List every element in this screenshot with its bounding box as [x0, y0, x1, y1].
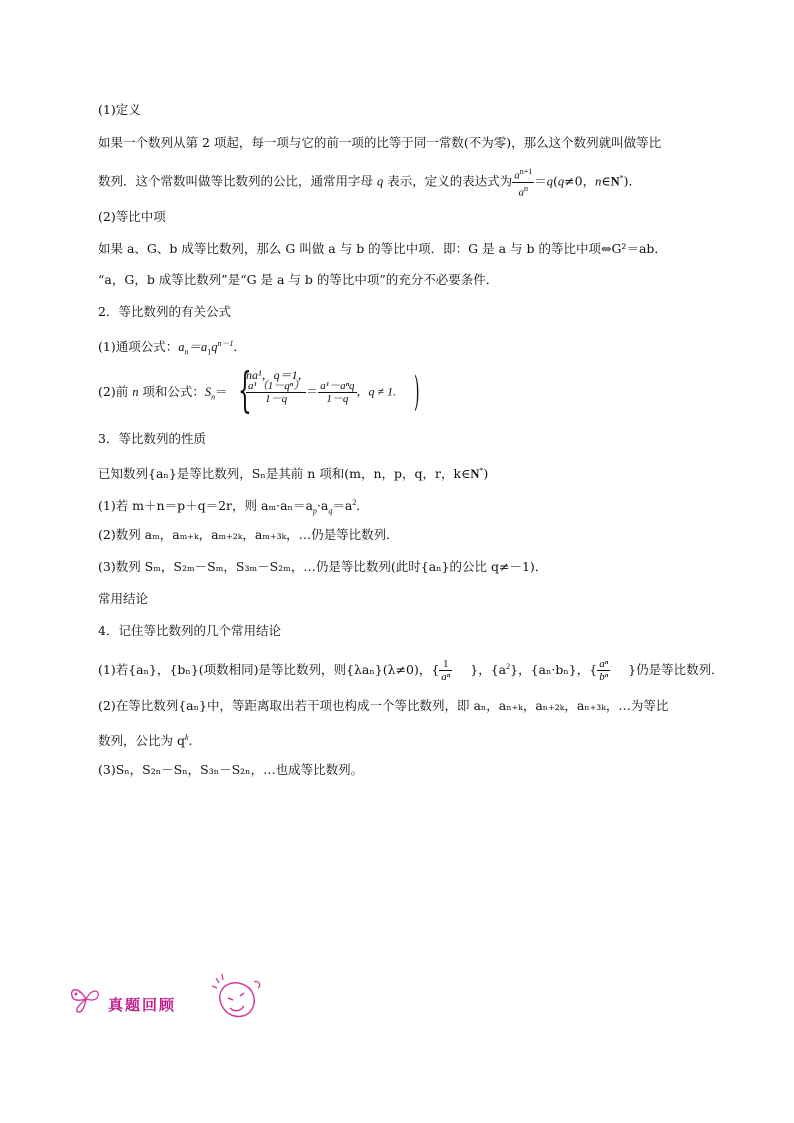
sum-formula-label [98, 383, 228, 407]
property-2: (2)数列 aₘ，aₘ₊ₖ，aₘ₊₂ₖ，aₘ₊₃ₖ，…仍是等比数列． [98, 527, 399, 542]
left-brace: { [589, 662, 598, 678]
right-brace: ) [414, 369, 420, 415]
text-span: 已知数列{aₙ}是等比数列，Sₙ是其前 n 项和(m，n，p，q，r，k∈ [98, 466, 471, 482]
conclusion-2-line-1: (2)在等比数列{aₙ}中，等距离取出若干项也构成一个等比数列，即 aₙ，aₙ₊ₖ，aₙ₊₂ₖ，aₙ₊₃ₖ，…为等比 [98, 698, 669, 713]
sup: 2 [506, 662, 511, 671]
left-brace: { [431, 662, 440, 678]
text-span: ＝ [306, 384, 319, 399]
case2-den2: 1－q [326, 393, 349, 405]
var-n: n [132, 385, 139, 399]
var-q: q [557, 174, 565, 189]
sub-1: 1 [207, 347, 212, 357]
frac-num: a [514, 169, 520, 182]
text-span: ＝ [534, 173, 547, 189]
text-span: ，q ≠ 1. [356, 384, 397, 399]
var-q: q [211, 340, 218, 355]
text-span: 数列．这个常数叫做等比数列的公比，通常用字母 [98, 173, 377, 189]
text-span: )． [623, 173, 642, 189]
text-span: ，{a [478, 662, 507, 678]
text-span: ． [356, 498, 369, 514]
sub-n: n [184, 347, 189, 357]
right-brace: } [628, 662, 637, 678]
property-1 [98, 494, 369, 521]
set-N: N [470, 467, 480, 482]
sum-case-2 [246, 380, 396, 405]
left-brace: { [238, 362, 252, 418]
sub-q: q [328, 506, 333, 516]
text-span: 数列，公比为 q [98, 733, 185, 749]
var-n: n [595, 174, 602, 189]
properties-intro [98, 462, 488, 483]
text-span: ＝a [188, 340, 208, 355]
exp: n－1 [217, 339, 234, 348]
var-S: S [204, 385, 212, 399]
conclusion-2-line-2 [98, 729, 193, 750]
conclusion-3: (3)Sₙ，S₂ₙ－Sₙ，S₃ₙ－S₂ₙ，…也成等比数列。 [98, 762, 364, 777]
frac-den-sup: n [523, 183, 528, 193]
section-2-title: 2．等比数列的有关公式 [98, 304, 231, 319]
text-span: ＝ [215, 384, 228, 399]
frac-num: 1 [439, 658, 452, 671]
frac-num: aⁿ [599, 658, 609, 671]
geometric-mean-line-2: “a，G，b 成等比数列”是“G 是 a 与 b 的等比中项”的充分不必要条件． [98, 272, 499, 287]
text-span: ≠0， [564, 173, 596, 189]
text-span: (2)前 [98, 384, 133, 399]
text-span: ) [483, 466, 489, 482]
cartoon-face-icon [210, 972, 266, 1022]
text-span: . [188, 733, 193, 749]
var-q: q [546, 174, 553, 189]
text-span: ( [553, 173, 558, 189]
heading-geometric-mean: (2)等比中项 [98, 209, 166, 224]
butterfly-icon [68, 984, 104, 1014]
section-4-title: 4．记住等比数列的几个常用结论 [98, 623, 281, 638]
definition-line-2 [98, 166, 641, 198]
text-span: 表示，定义的表达式为 [383, 173, 513, 189]
case2-den: 1－q [265, 393, 288, 405]
frac-den: a [518, 186, 524, 199]
definition-line-1: 如果一个数列从第 2 项起，每一项与它的前一项的比等于同一常数(不为零)，那么这个数列就叫做等比 [98, 135, 662, 150]
property-3: (3)数列 Sₘ，S₂ₘ－Sₘ，S₃ₘ－S₂ₘ，…仍是等比数列(此时{aₙ}的公比 q≠－1)． [98, 559, 548, 574]
star-sup: * [619, 173, 624, 183]
frac-num-sup: n+1 [519, 167, 533, 176]
case2-num2: a¹－aⁿq [320, 380, 355, 392]
sub-p: p [312, 506, 317, 516]
text-span: 项和公式： [138, 384, 205, 399]
sub-n: n [211, 392, 216, 402]
text-span: (1)通项公式： [98, 339, 179, 355]
heading-common-conclusions: 常用结论 [98, 591, 149, 606]
sup-k: k [184, 733, 189, 742]
geometric-mean-line-1: 如果 a、G、b 成等比数列，那么 G 叫做 a 与 b 的等比中项．即：G 是 a 与 b 的等比中项⇔G²＝ab． [98, 241, 667, 256]
case2-num: a¹（1－qⁿ） [248, 380, 305, 392]
star-sup: * [479, 466, 484, 475]
heading-definition: (1)定义 [98, 102, 141, 117]
section-3-title: 3．等比数列的性质 [98, 431, 206, 446]
text-span: ∈ [601, 173, 611, 189]
right-brace: } [470, 662, 479, 678]
section-banner [68, 980, 288, 1020]
general-term-formula [98, 335, 246, 362]
text-span: ·a [316, 498, 329, 514]
var-a: a [178, 340, 185, 355]
definition-fraction [512, 166, 534, 198]
sup-r: 2 [352, 498, 357, 507]
text-span: (1)若 m＋n＝p＋q＝2r，则 aₘ·aₙ＝a [98, 498, 313, 514]
text-span: ． [233, 339, 246, 355]
sum-case-1: na¹，q＝1， [246, 368, 310, 382]
banner-title: 真题回顾 [108, 996, 177, 1014]
text-span: }，{aₙ·bₙ}， [510, 662, 590, 678]
conclusion-1 [98, 658, 724, 683]
frac-den: aⁿ [441, 671, 451, 684]
text-span: 仍是等比数列． [636, 662, 724, 678]
var-q: q [376, 174, 384, 189]
text-span: (1)若{aₙ}，{bₙ}(项数相同)是等比数列，则{λaₙ}(λ≠0)， [98, 662, 432, 678]
text-span: ＝a [332, 498, 353, 514]
frac-den: bⁿ [599, 671, 609, 684]
set-N: N [610, 174, 620, 189]
